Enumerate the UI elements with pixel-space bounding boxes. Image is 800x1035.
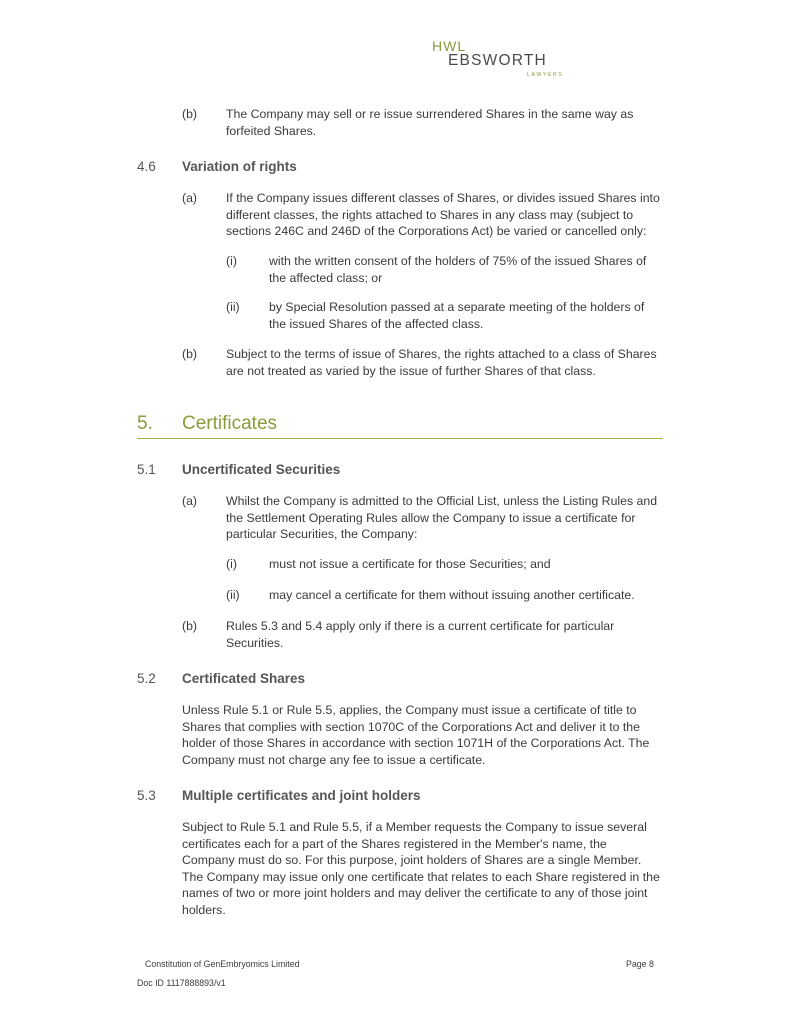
clause-label: (b) <box>182 619 198 633</box>
section-number: 4.6 <box>137 159 156 174</box>
clause-text <box>226 618 676 651</box>
section-heading: Multiple certificates and joint holders <box>182 788 421 803</box>
text-line: If the Company issues different classes of Shares, or divides issued Shares into <box>226 191 660 205</box>
text-line: holders. <box>182 902 226 917</box>
text-line: names of two or more joint holders and may deliver the certificate to any of those joint <box>182 886 648 901</box>
text-line: by Special Resolution passed at a separate meeting of the holders of <box>269 300 645 314</box>
subclause-label: (ii) <box>226 588 240 602</box>
logo-ebsworth: EBSWORTH <box>448 52 547 69</box>
text-line: Company must do so. For this purpose, joint holders of Shares are a single Member. <box>182 853 642 868</box>
text-line: the issued Shares of the affected class. <box>269 316 484 331</box>
chapter-number: 5. <box>137 413 153 434</box>
subclause-label: (ii) <box>226 300 240 314</box>
subclause-label: (i) <box>226 557 237 571</box>
text-line: Shares that complies with section 1070C of the Corporations Act and deliver it to the <box>182 719 640 734</box>
footer-doc-title: Constitution of GenEmbryomics Limited <box>145 959 300 969</box>
subclause-text <box>269 556 669 573</box>
clause-text <box>226 106 666 139</box>
section-number: 5.1 <box>137 462 156 477</box>
clause-label: (b) <box>182 347 198 361</box>
section-heading: Certificated Shares <box>182 671 306 686</box>
text-line: Unless Rule 5.1 or Rule 5.5, applies, the Company must issue a certificate of title to <box>182 703 637 717</box>
text-line: Rules 5.3 and 5.4 apply only if there is a current certificate for particular <box>226 619 615 633</box>
text-line: may cancel a certificate for them without issuing another certificate. <box>269 588 635 602</box>
text-line: Subject to Rule 5.1 and Rule 5.5, if a Member requests the Company to issue several <box>182 820 647 834</box>
text-line: the Settlement Operating Rules allow the Company to issue a certificate for <box>226 510 636 525</box>
section-number: 5.2 <box>137 671 156 686</box>
text-line: certificates each for a part of the Shares registered in the Member's name, the <box>182 836 607 851</box>
text-line: must not issue a certificate for those Securities; and <box>269 557 551 571</box>
subclause-text <box>269 253 669 286</box>
text-line: are not treated as varied by the issue of further Shares of that class. <box>226 363 596 378</box>
text-line: Company must not charge any fee to issue a certificate. <box>182 752 486 767</box>
text-line: holder of those Shares in accordance with section 1071H of the Corporations Act. The <box>182 736 650 751</box>
subclause-text <box>269 299 669 332</box>
clause-label: (a) <box>182 191 198 205</box>
text-line: Whilst the Company is admitted to the Official List, unless the Listing Rules and <box>226 494 658 508</box>
text-line: The Company may issue only one certificate that relates to each Share registered in the <box>182 869 660 884</box>
clause-label: (a) <box>182 494 198 508</box>
subclause-label: (i) <box>226 254 237 268</box>
text-line: Securities. <box>226 635 284 650</box>
section-heading: Variation of rights <box>182 159 297 174</box>
text-line: the affected class; or <box>269 270 383 285</box>
logo-hwl: HWL <box>432 38 467 54</box>
text-line: sections 246C and 246D of the Corporations Act) be varied or cancelled only: <box>226 224 647 239</box>
logo-lawyers: LAWYERS <box>527 72 564 78</box>
text-line: The Company may sell or re issue surrendered Shares in the same way as <box>226 107 634 121</box>
section-heading: Uncertificated Securities <box>182 462 341 477</box>
paragraph <box>182 819 672 919</box>
text-line: particular Securities, the Company: <box>226 527 418 542</box>
clause-text <box>226 493 676 543</box>
clause-label: (b) <box>182 107 198 121</box>
text-line: different classes, the rights attached to Shares in any class may (subject to <box>226 207 634 222</box>
text-line: Subject to the terms of issue of Shares, the rights attached to a class of Shares <box>226 347 657 361</box>
footer-doc-id: Doc ID 1117888893/v1 <box>137 978 226 988</box>
paragraph <box>182 702 672 768</box>
text-line: with the written consent of the holders of 75% of the issued Shares of <box>269 254 647 268</box>
firm-logo <box>432 38 562 80</box>
section-number: 5.3 <box>137 788 156 803</box>
chapter-heading: Certificates <box>182 413 278 434</box>
clause-text <box>226 190 676 240</box>
footer-page-number: Page 8 <box>626 959 654 969</box>
chapter-rule <box>137 438 663 439</box>
clause-text <box>226 346 676 379</box>
subclause-text <box>269 587 669 604</box>
text-line: forfeited Shares. <box>226 123 317 138</box>
